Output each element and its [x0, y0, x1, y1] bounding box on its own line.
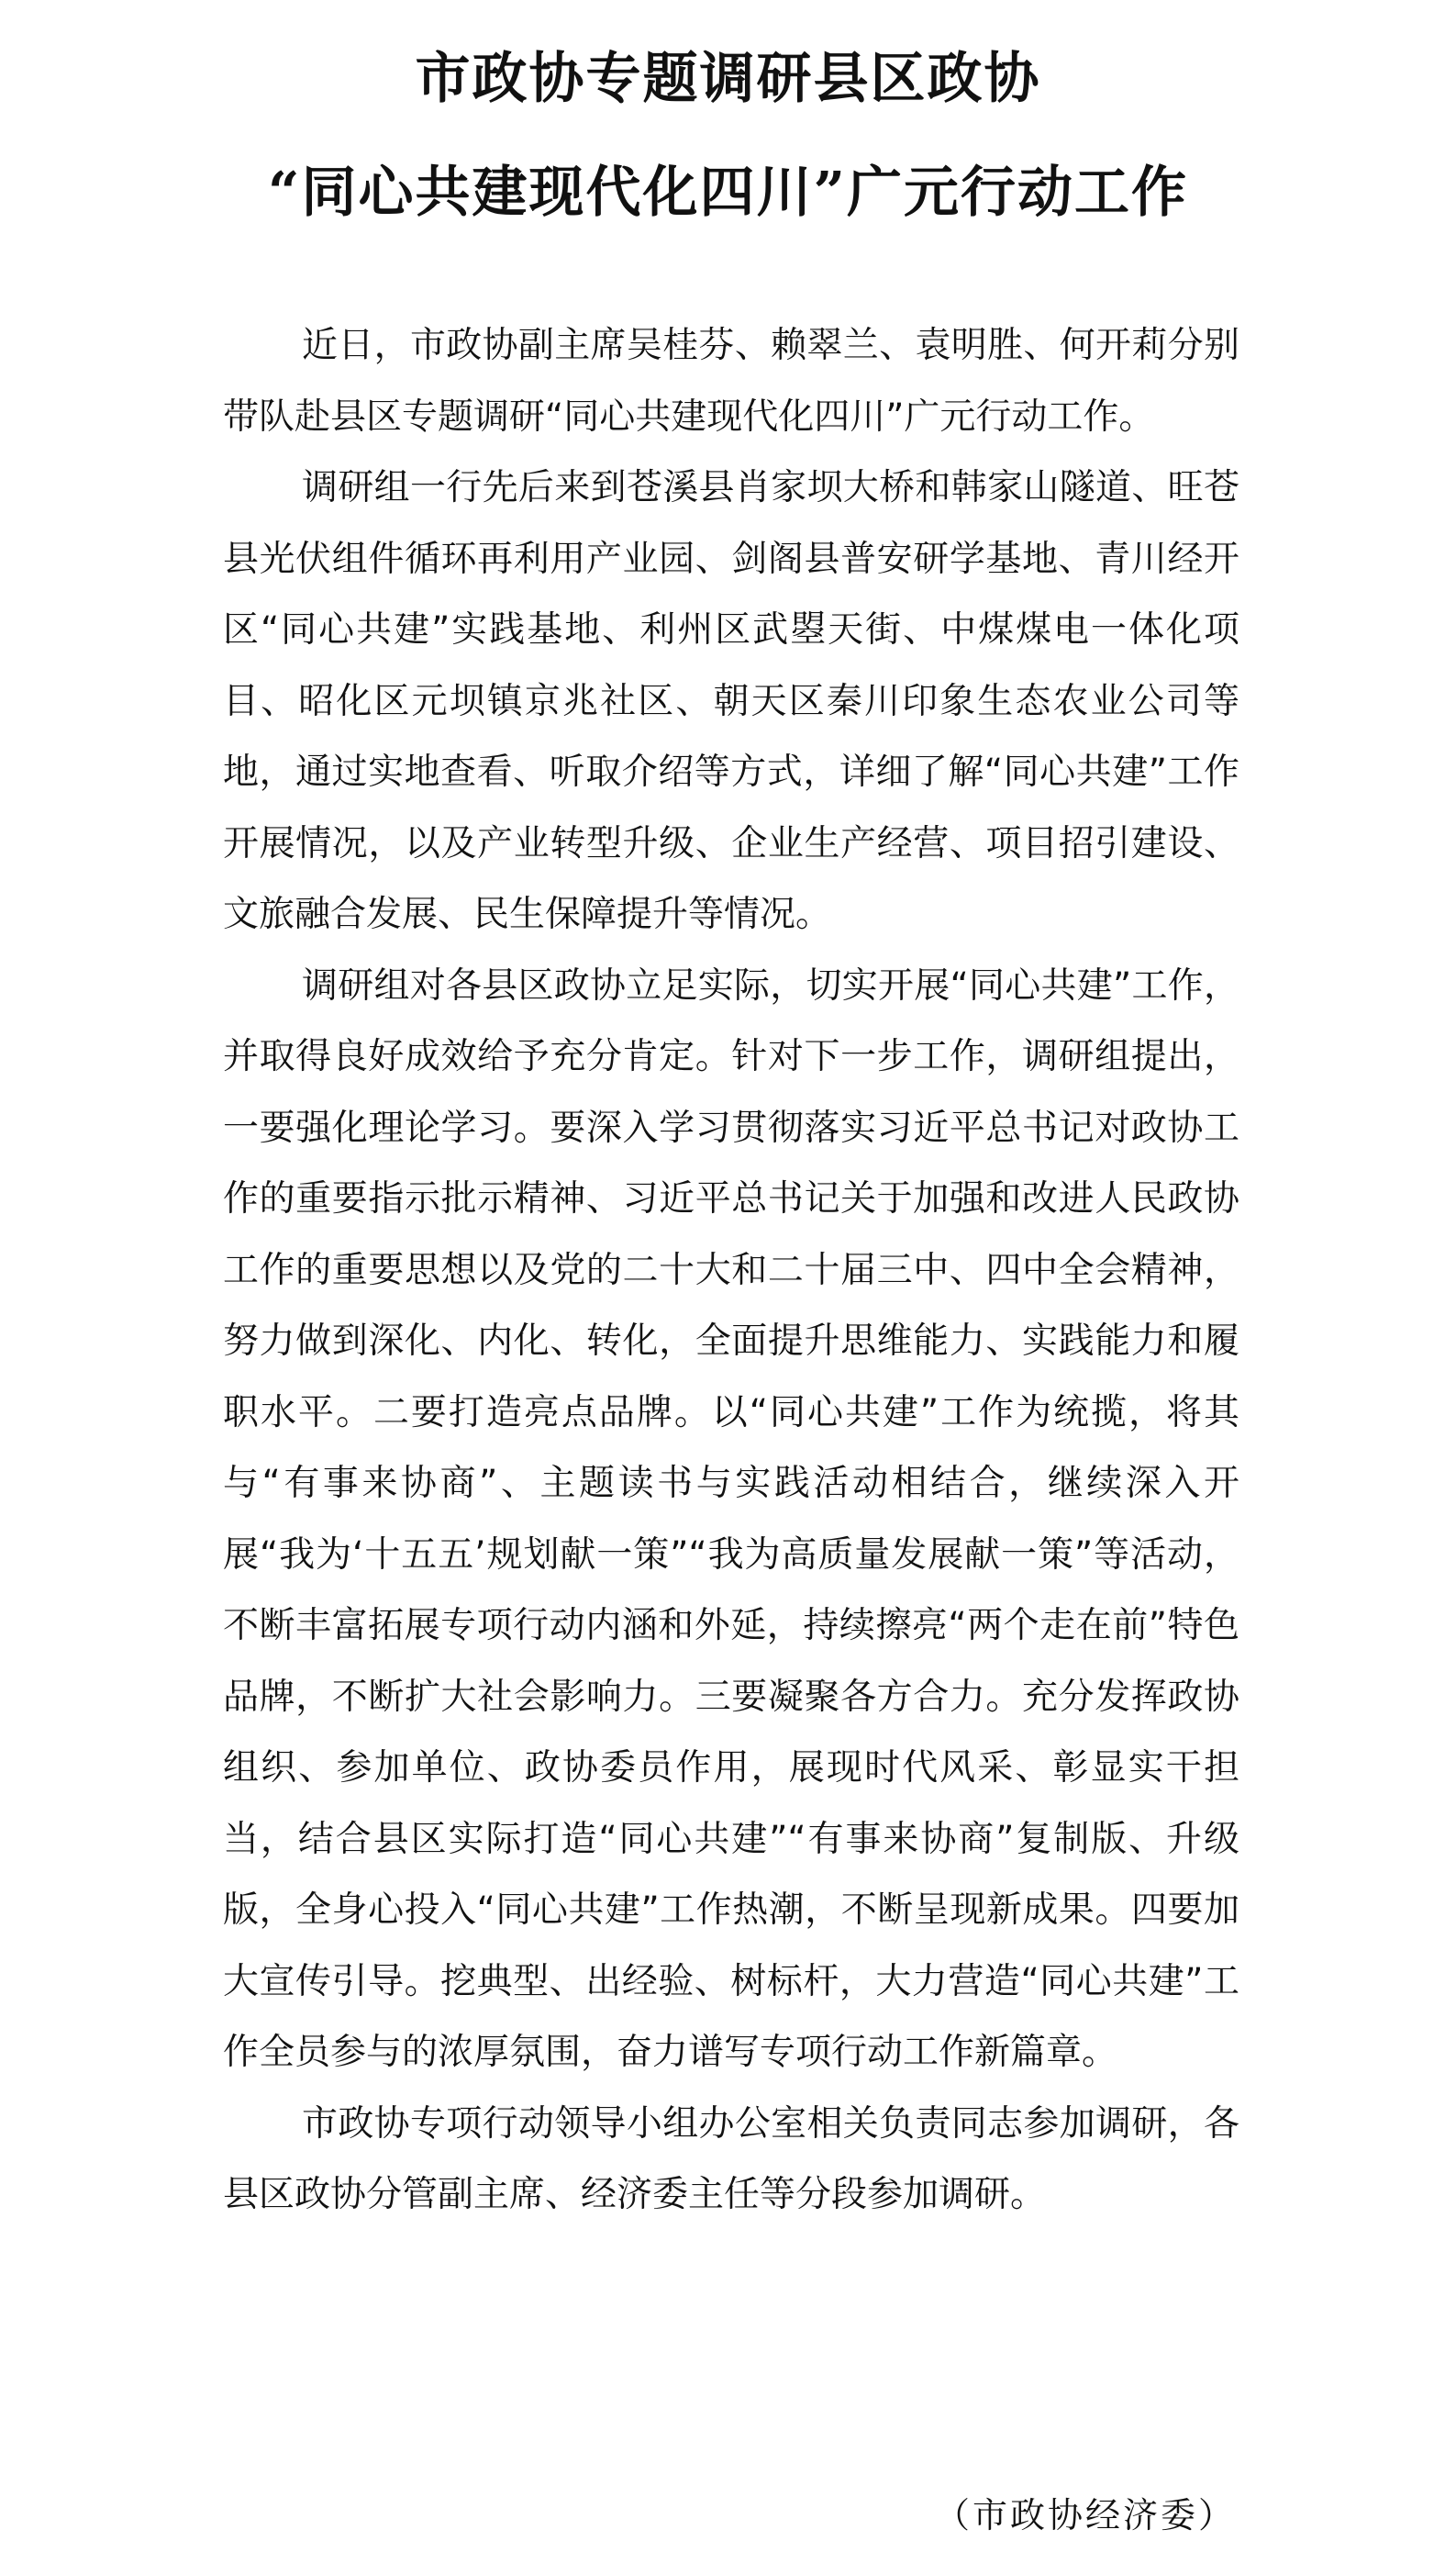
paragraph-intro: 近日，市政协副主席吴桂芬、赖翠兰、袁明胜、何开莉分别带队赴县区专题调研“同心共建现代化四川”广元行动工作。	[223, 325, 1239, 438]
paragraph-requirements: 调研组对各县区政协立足实际，切实开展“同心共建”工作，并取得良好成效给予充分肯定。针对下一步工作，调研组提出，一要强化理论学习。要深入学习贯彻落实习近平总书记对政协工作的重要指示批示精神、习近平总书记关于加强和改进人民政协工作的重要思想以及党的二十大和二十届三中、四中全会精神，努力做到深化、内化、转化，全面提升思维能力、实践能力和履职水平。二要打造亮点品牌。以“同心共建”工作为统揽，将其与“有事来协商”、主题读书与实践活动相结合，继续深入开展“我为‘十五五’规划献一策”“我为高质量发展献一策”等活动，不断丰富拓展专项行动内涵和外延，持续擦亮“两个走在前”特色品牌，不断扩大社会影响力。三要凝聚各方合力。充分发挥政协组织、参加单位、政协委员作用，展现时代风采、彰显实干担当，结合县区实际打造“同心共建”“有事来协商”复制版、升级版，全身心投入“同心共建”工作热潮，不断呈现新成果。四要加大宣传引导。挖典型、出经验、树标杆，大力营造“同心共建”工作全员参与的浓厚氛围，奋力谱写专项行动工作新篇章。	[223, 964, 1239, 2073]
paragraph-visit: 调研组一行先后来到苍溪县肖家坝大桥和韩家山隧道、旺苍县光伏组件循环再利用产业园、剑阁县普安研学基地、青川经开区“同心共建”实践基地、利州区武曌天街、中煤煤电一体化项目、昭化区元坝镇京兆社区、朝天区秦川印象生态农业公司等地，通过实地查看、听取介绍等方式，详细了解“同心共建”工作开展情况，以及产业转型升级、企业生产经营、项目招引建设、文旅融合发展、民生保障提升等情况。	[223, 467, 1239, 935]
article-signature: （市政协经济委）	[934, 2495, 1236, 2535]
article-body	[223, 310, 1239, 2231]
paragraph-attendees: 市政协专项行动领导小组办公室相关负责同志参加调研，各县区政协分管副主席、经济委主任等分段参加调研。	[223, 2102, 1239, 2215]
article-title-line-1: 市政协专题调研县区政协	[415, 47, 1041, 112]
article-title-line-2: “同心共建现代化四川”广元行动工作	[267, 161, 1189, 226]
